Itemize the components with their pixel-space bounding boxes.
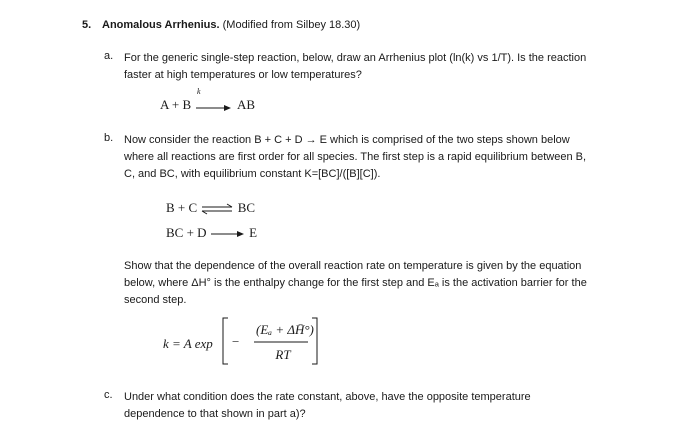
- part-c-text-line2: dependence to that shown in part a)?: [124, 408, 306, 420]
- step2-product: E: [249, 225, 258, 240]
- part-a-text-line2: faster at high temperatures or low temperatures?: [124, 69, 362, 81]
- reaction-a: [160, 97, 255, 113]
- reaction-arrow-icon: [195, 99, 233, 113]
- problem-heading: [102, 19, 360, 31]
- reaction-arrow-icon: [210, 228, 246, 240]
- equation-lhs: k = A exp: [163, 336, 213, 351]
- part-b-text-line3: C, and BC, with equilibrium constant K=[BC]/([B][C]).: [124, 168, 381, 180]
- step1-reactants: B + C: [166, 200, 198, 215]
- show-text-line3: second step.: [124, 294, 187, 306]
- part-b-text-line1: Now consider the reaction B + C + D → E which is comprised of the two steps shown below: [124, 134, 570, 146]
- equilibrium-arrow-icon: [200, 203, 234, 215]
- show-text-line2: below, where ΔH° is the enthalpy change for the first step and Eₐ is the activation barrier for the: [124, 277, 587, 289]
- part-b-label: b.: [104, 132, 114, 144]
- show-text-line1: Show that the dependence of the overall reaction rate on temperature is given by the equation: [124, 260, 582, 272]
- part-c-text-line1: Under what condition does the rate constant, above, have the opposite temperature: [124, 391, 531, 403]
- rate-constant-label: k: [197, 87, 201, 96]
- part-a-text-line1: For the generic single-step reaction, below, draw an Arrhenius plot (ln(k) vs 1/T). Is the reaction: [124, 52, 587, 64]
- part-b-text-line2: where all reactions are first order for all species. The first step is a rapid equilibrium between B,: [124, 151, 587, 163]
- equation-denominator: RT: [275, 347, 291, 362]
- reaction-step2: [166, 225, 257, 241]
- part-c-label: c.: [104, 389, 113, 401]
- step1-product: BC: [237, 200, 256, 215]
- equation-minus: −: [232, 334, 240, 349]
- equation-numerator: (Eₐ + ΔH̄°): [256, 322, 314, 337]
- problem-number: 5.: [82, 19, 92, 31]
- problem-source: (Modified from Silbey 18.30): [222, 19, 361, 31]
- reaction-a-reactants: A + B: [160, 97, 192, 112]
- step2-reactants: BC + D: [166, 225, 207, 240]
- reaction-a-product: AB: [236, 97, 256, 112]
- reaction-step1: [166, 200, 255, 216]
- part-a-label: a.: [104, 50, 114, 62]
- problem-title: Anomalous Arrhenius.: [102, 19, 220, 31]
